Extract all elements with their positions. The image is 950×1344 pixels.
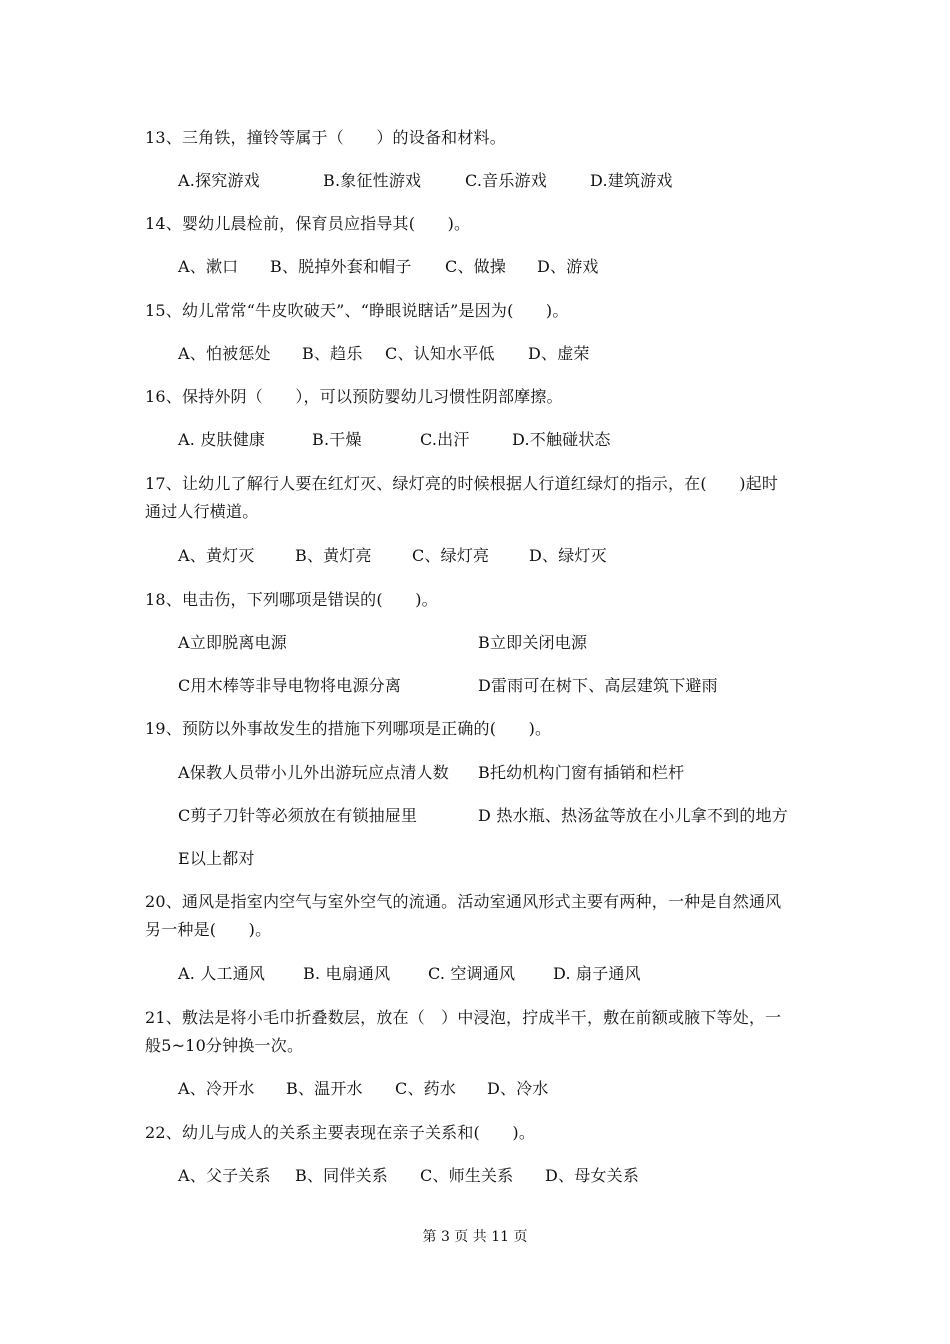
question-21-line-1: 21、敷法是将小毛巾折叠数层，放在（ ）中浸泡，拧成半干，敷在前额或腋下等处，一	[145, 1008, 782, 1027]
option-13-a: A.探究游戏	[178, 171, 260, 190]
option-22-b: B、同伴关系	[295, 1166, 388, 1185]
option-16-a: A. 皮肤健康	[178, 430, 266, 449]
option-22-c: C、师生关系	[420, 1166, 514, 1185]
option-18-d: D雷雨可在树下、高层建筑下避雨	[478, 676, 718, 695]
option-19-e: E以上都对	[178, 849, 255, 868]
question-20-line-1: 20、通风是指室内空气与室外空气的流通。活动室通风形式主要有两种，一种是自然通风	[145, 892, 782, 911]
option-18-b: B立即关闭电源	[478, 633, 588, 652]
option-17-b: B、黄灯亮	[295, 546, 372, 565]
option-20-b: B. 电扇通风	[303, 964, 391, 983]
question-13: 13、三角铁，撞铃等属于（ ）的设备和材料。	[145, 128, 506, 147]
option-14-a: A、漱口	[178, 257, 239, 276]
option-17-a: A、黄灯灭	[178, 546, 255, 565]
option-20-a: A. 人工通风	[178, 964, 266, 983]
question-17-line-2: 通过人行横道。	[145, 502, 259, 521]
question-17-line-1: 17、让幼儿了解行人要在红灯灭、绿灯亮的时候根据人行道红绿灯的指示，在( )起时	[145, 474, 779, 493]
option-19-c: C剪子刀针等必须放在有锁抽屉里	[178, 806, 418, 825]
page-number-footer: 第 3 页 共 11 页	[422, 1229, 528, 1245]
option-15-a: A、怕被惩处	[178, 344, 271, 363]
question-21-line-2: 般5~10分钟换一次。	[145, 1036, 304, 1055]
option-20-c: C. 空调通风	[428, 964, 516, 983]
option-13-b: B.象征性游戏	[323, 171, 422, 190]
option-15-c: C、认知水平低	[385, 344, 495, 363]
option-21-d: D、冷水	[487, 1079, 549, 1098]
option-13-d: D.建筑游戏	[590, 171, 673, 190]
option-19-a: A保教人员带小儿外出游玩应点清人数	[178, 763, 449, 782]
question-22: 22、幼儿与成人的关系主要表现在亲子关系和( )。	[145, 1123, 536, 1142]
option-14-d: D、游戏	[537, 257, 599, 276]
option-14-b: B、脱掉外套和帽子	[270, 257, 412, 276]
option-16-c: C.出汗	[420, 430, 470, 449]
option-16-d: D.不触碰状态	[512, 430, 611, 449]
question-20-line-2: 另一种是( )。	[145, 920, 272, 939]
question-18: 18、电击伤，下列哪项是错误的( )。	[145, 590, 438, 609]
option-22-a: A、父子关系	[178, 1166, 271, 1185]
option-14-c: C、做操	[445, 257, 507, 276]
option-15-b: B、趋乐	[302, 344, 363, 363]
option-18-c: C用木棒等非导电物将电源分离	[178, 676, 402, 695]
option-21-b: B、温开水	[286, 1079, 363, 1098]
option-15-d: D、虚荣	[528, 344, 590, 363]
option-16-b: B.干燥	[312, 430, 362, 449]
option-17-d: D、绿灯灭	[529, 546, 607, 565]
option-18-a: A立即脱离电源	[178, 633, 287, 652]
question-14: 14、婴幼儿晨检前，保育员应指导其( )。	[145, 214, 471, 233]
option-17-c: C、绿灯亮	[412, 546, 490, 565]
option-13-c: C.音乐游戏	[465, 171, 547, 190]
option-21-c: C、药水	[395, 1079, 457, 1098]
option-22-d: D、母女关系	[545, 1166, 640, 1185]
question-15: 15、幼儿常常“牛皮吹破天”、“睁眼说瞎话”是因为( )。	[145, 301, 569, 320]
question-19: 19、预防以外事故发生的措施下列哪项是正确的( )。	[145, 719, 552, 738]
question-16: 16、保持外阴（ ），可以预防婴幼儿习惯性阴部摩擦。	[145, 387, 563, 406]
option-21-a: A、冷开水	[178, 1079, 255, 1098]
option-19-d: D 热水瓶、热汤盆等放在小儿拿不到的地方	[478, 806, 788, 825]
option-19-b: B托幼机构门窗有插销和栏杆	[478, 763, 685, 782]
option-20-d: D. 扇子通风	[553, 964, 641, 983]
